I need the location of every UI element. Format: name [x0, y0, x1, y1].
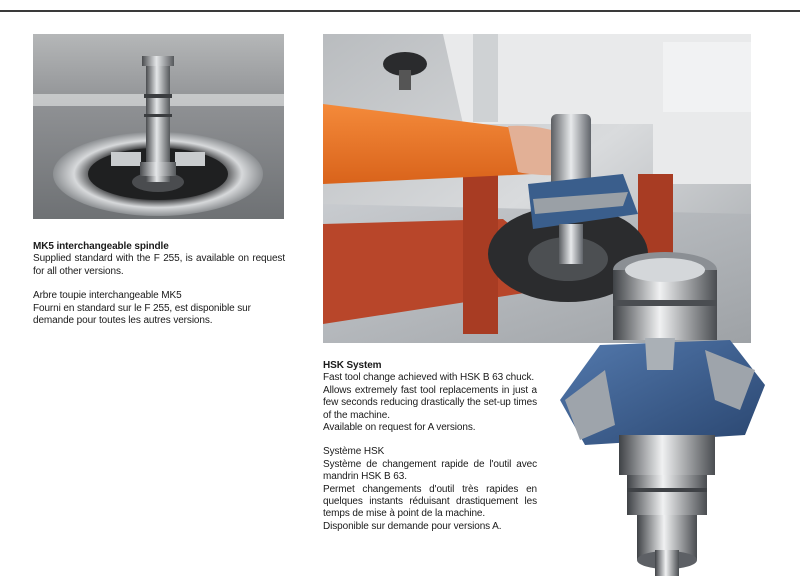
hsk-line3-en: Available on request for A versions.	[323, 422, 476, 434]
left-caption	[33, 241, 285, 327]
top-rule	[0, 10, 800, 12]
right-caption	[323, 360, 537, 533]
mk5-spindle-photo	[33, 34, 284, 219]
hsk-line1-fr: Système de changement rapide de l'outil avec mandrin HSK B 63.	[323, 458, 537, 483]
mk5-body-en: Supplied standard with the F 255, is available on request for all other versions.	[33, 253, 285, 277]
hsk-line3-fr: Disponible sur demande pour versions A.	[323, 520, 502, 532]
mk5-title-fr: Arbre toupie interchangeable MK5	[33, 290, 182, 302]
hsk-line2-en: Allows extremely fast tool replacements in just a few seconds reducing drastically the set-up times of the machine.	[323, 384, 537, 421]
hsk-line1-en: Fast tool change achieved with HSK B 63 chuck.	[323, 372, 535, 384]
mk5-title-en: MK5 interchangeable spindle	[33, 241, 169, 252]
hsk-tool-photo	[555, 250, 770, 580]
hsk-title-fr: Système HSK	[323, 446, 385, 458]
hsk-line2-fr: Permet changements d'outil très rapides en quelques instants réduisant drastiquement les temps de mise à point de la machine.	[323, 483, 537, 520]
mk5-body-fr: Fourni en standard sur le F 255, est disponible sur demande pour toutes les autres versions.	[33, 302, 251, 327]
hsk-title-en: HSK System	[323, 360, 382, 371]
